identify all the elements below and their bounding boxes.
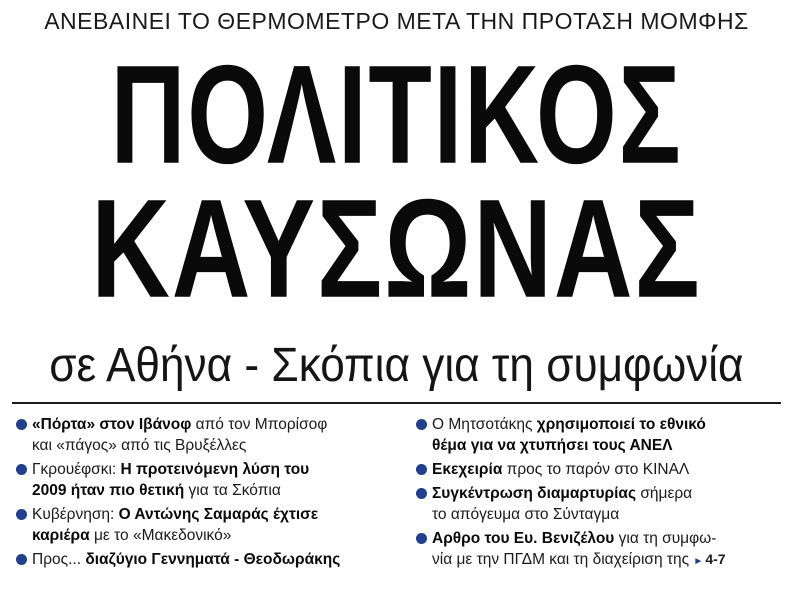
- list-item[interactable]: [16, 414, 406, 456]
- bullet-icon: [416, 464, 427, 475]
- item-line: «Πόρτα» στον Ιβάνοφ από τον Μπορίσοφ: [32, 416, 328, 433]
- bullet-icon: [16, 419, 27, 430]
- item-line: καριέρα με το «Μακεδονικό»: [32, 527, 232, 544]
- bullet-icon: [416, 488, 427, 499]
- arrow-right-icon: ►: [693, 556, 704, 567]
- headline-line-2-text: ΚΑΥΣΩΝΑΣ: [91, 169, 702, 328]
- page-reference[interactable]: 4-7: [705, 551, 726, 567]
- item-line: νία με την ΠΓΔΜ και τη διαχείριση της ► 4-7: [432, 551, 726, 568]
- subhead-text: σε Αθήνα - Σκόπια για τη συμφωνία: [49, 339, 744, 392]
- list-item[interactable]: [416, 483, 786, 525]
- list-item[interactable]: [416, 459, 786, 480]
- bullet-icon: [16, 554, 27, 565]
- right-column: [416, 414, 786, 575]
- list-item[interactable]: [416, 414, 786, 456]
- item-line: θέμα για να χτυπήσει τους ΑΝΕΛ: [432, 437, 673, 454]
- headline-line-1: [0, 35, 793, 194]
- headline-line-2: [0, 169, 793, 328]
- item-line: το απόγευμα στο Σύνταγμα: [432, 506, 620, 523]
- list-item[interactable]: [16, 549, 406, 570]
- list-item[interactable]: [16, 504, 406, 546]
- item-line: Γκρουέφσκι: Η προτεινόμενη λύση του: [32, 461, 310, 478]
- item-line: Ο Μητσοτάκης χρησιμοποιεί το εθνικό: [432, 416, 706, 433]
- bullet-icon: [416, 533, 427, 544]
- item-line: Αρθρο του Ευ. Βενιζέλου για τη συμφω-: [432, 530, 717, 547]
- list-item[interactable]: [16, 459, 406, 501]
- bullet-icon: [16, 464, 27, 475]
- bullet-icon: [16, 509, 27, 520]
- item-line: 2009 ήταν πιο θετική για τα Σκόπια: [32, 482, 281, 499]
- item-line: Εκεχειρία προς το παρόν στο ΚΙΝΑΛ: [432, 461, 690, 478]
- headline-line-1-text: ΠΟΛΙΤΙΚΟΣ: [110, 35, 683, 194]
- item-line: Συγκέντρωση διαμαρτυρίας σήμερα: [432, 485, 693, 502]
- bullet-icon: [416, 419, 427, 430]
- kicker: ΑΝΕΒΑΙΝΕΙ ΤΟ ΘΕΡΜΟΜΕΤΡΟ ΜΕΤΑ ΤΗΝ ΠΡΟΤΑΣΗ ΜΟΜΦΗΣ: [44, 8, 749, 34]
- divider: [12, 402, 781, 404]
- item-line: και «πάγος» από τις Βρυξέλλες: [32, 437, 247, 454]
- subhead: [0, 338, 793, 394]
- item-line: Προς... διαζύγιο Γεννηματά - Θεοδωράκης: [32, 551, 341, 568]
- list-item[interactable]: [416, 528, 786, 572]
- left-column: [16, 414, 406, 573]
- item-line: Κυβέρνηση: Ο Αντώνης Σαμαράς έχτισε: [32, 506, 319, 523]
